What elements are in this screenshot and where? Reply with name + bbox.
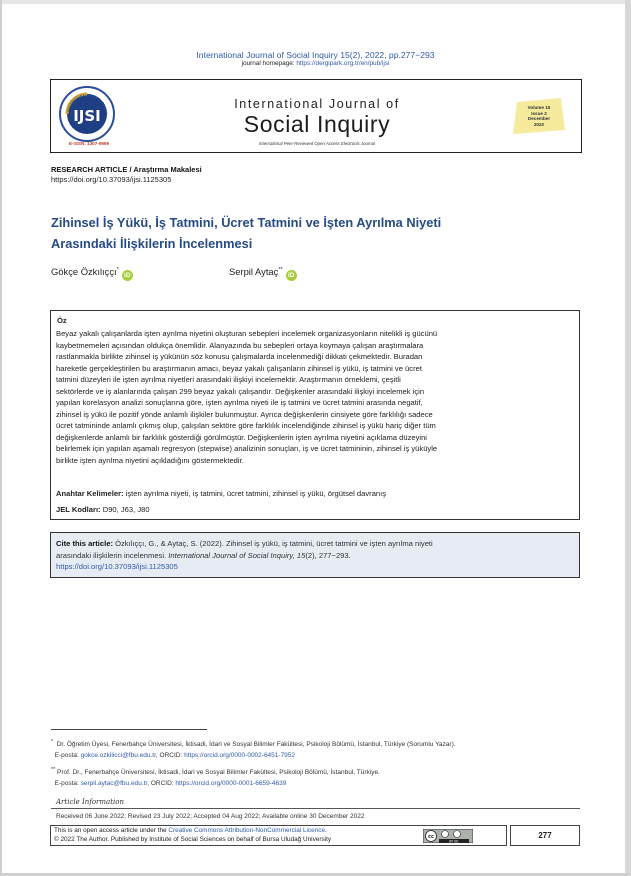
- svg-text:cc: cc: [428, 834, 434, 840]
- citation-label: Cite this article:: [56, 539, 113, 548]
- license-line1a: This is an open access article under the: [54, 827, 167, 834]
- banner-title-line1: International Journal of: [234, 97, 400, 111]
- article-title: [51, 212, 571, 254]
- badge-month: December: [527, 116, 551, 122]
- cc-by-nc-license-icon[interactable]: [423, 829, 473, 843]
- license-link[interactable]: Creative Commons Attribution-NonCommercial Licence: [168, 827, 326, 834]
- abstract-line: birlikte işten ayrılma niyetini açıkladığını göstermektedir.: [56, 456, 244, 466]
- footnote-1: [51, 737, 591, 762]
- logo-ring-text: INTERNATIONAL JOURNAL OF SOC: [66, 92, 109, 115]
- author-1-name: Gökçe Özkılıççı: [51, 266, 117, 277]
- citation-journal: International Journal of Social Inquiry, 15: [168, 550, 306, 560]
- homepage-link[interactable]: https://dergipark.org.tr/en/pub/ijsi: [296, 60, 390, 67]
- article-dates: Received 06 June 2022; Revised 23 July 2022; Accepted 04 Aug 2022; Available online 30 December 2022: [56, 813, 365, 820]
- journal-citation-line: International Journal of Social Inquiry 15(2), 2022, pp.277−293: [196, 50, 435, 60]
- issue-badge-text: [513, 105, 565, 127]
- author-2-name: Serpil Aytaç: [229, 266, 279, 277]
- jel-value: D90, J63, J80: [102, 505, 150, 514]
- badge-volume: Volume 15: [527, 105, 551, 110]
- jel-line: [56, 505, 150, 514]
- footnote-1-text: Dr. Öğretim Üyesi, Fenerbahçe Üniversitesi, İktisadi, İdari ve Sosyal Bilimler Fakültesi, Psikoloji Bölümü, İstanbul, Türkiye (Sorumlu Yazar).: [56, 741, 456, 749]
- abstract-line: yapılan korelasyon analizi sonuçlarına göre, işten ayrılma niyeti ile iş tatmini ve ücret tatmini arasında negatif,: [56, 398, 423, 408]
- citation-line2: [56, 550, 574, 562]
- banner-subtitle: International Peer-Reviewed Open Access Electronic Journal: [258, 141, 376, 146]
- footnote-1-mark: *: [51, 739, 54, 745]
- citation-text2a: arasındaki ilişkilerin incelenmesi.: [56, 550, 167, 560]
- journal-homepage-line: [0, 60, 631, 67]
- article-type: RESEARCH ARTICLE / Araştırma Makalesi: [51, 165, 202, 174]
- issn-label: E-ISSN: 1307-9999: [68, 141, 110, 146]
- author-1: [51, 266, 133, 281]
- abstract-box: [50, 310, 580, 520]
- journal-banner: [50, 79, 582, 153]
- homepage-label: journal homepage:: [241, 60, 295, 67]
- footnote-2-mark: **: [51, 767, 56, 773]
- footnote-divider: [51, 729, 207, 730]
- abstract-line: sektörlerde ve iş alanlarında çalışan 299 beyaz yakalı çalışandır. Değişkenler arasındaki ilişkiyi incelemek için: [56, 386, 425, 396]
- keywords-value: işten ayrılma niyeti, iş tatmini, ücret tatmini, zihinsel iş yükü, örgütsel davranış: [125, 489, 387, 498]
- license-line1b: .: [325, 827, 327, 834]
- footnote-1-orcid-link[interactable]: https://orcid.org/0000-0002-6451-7952: [184, 751, 296, 759]
- footnote-2: [51, 765, 591, 790]
- footnote-1-line1: [51, 737, 591, 751]
- title-line1: Zihinsel İş Yükü, İş Tatmini, Ücret Tatmini ve İşten Ayrılma Niyeti: [51, 215, 442, 230]
- footnote-1-line2: [51, 751, 591, 762]
- article-info-divider: [51, 808, 580, 809]
- page-number: 277: [510, 825, 580, 846]
- footnote-2-orcid-link[interactable]: https://orcid.org/0000-0001-6659-4639: [175, 779, 287, 787]
- abstract-line: ücret tatmininde anlamlı çıkmış olup, çalışılan sektöre göre farklılık incelendiğinde zihinsel iş yükü hariç diğer tüm: [56, 421, 436, 431]
- citation-doi-link[interactable]: https://doi.org/10.37093/ijsi.1125305: [56, 562, 178, 571]
- abstract-line: belirlemek için yapılan aşamalı regresyon (stepwise) analizinin sonuçları, iş ve ücret tatmininin, zihinsel iş yüküyle: [56, 444, 438, 454]
- abstract-body: [56, 328, 574, 467]
- keywords-label: Anahtar Kelimeler:: [56, 489, 124, 498]
- logo-text: IJSI: [73, 107, 101, 125]
- abstract-line: zihinsel iş yükü ile pozitif yönde anlamlı ilişkiler bulunmuştur. Ayrıca değişkenlerin cinsiyete göre farklılığı sadece: [56, 409, 433, 419]
- footnote-2-line1: [51, 765, 591, 779]
- footnote-2-orcid-label: , ORCID:: [147, 779, 174, 787]
- article-doi[interactable]: https://doi.org/10.37093/ijsi.1125305: [51, 175, 172, 184]
- footnote-1-email-label: E-posta:: [54, 751, 79, 759]
- license-box: [50, 825, 507, 846]
- abstract-line: Beyaz yakalı çalışanlarda işten ayrılma niyetini oluşturan sebepleri incelemek organizasyonların nitelikli iş gücünü: [56, 329, 438, 338]
- abstract-line: hareketle gerçekleştirilen bu araştırmanın amacı, beyaz yakalı çalışanların zihinsel iş yükü, iş tatmini ve ücret: [56, 363, 422, 373]
- footnote-2-text: Prof. Dr., Fenerbahçe Üniversitesi, İktisadi, İdari ve Sosyal Bilimler Fakültesi, Psikoloji Bölümü, İstanbul, Türkiye.: [57, 769, 380, 777]
- citation-line3: [56, 561, 574, 573]
- title-line2: Arasındaki İlişkilerin İncelenmesi: [51, 236, 253, 251]
- banner-title-line2: Social Inquiry: [243, 111, 391, 137]
- abstract-line: değişkenlerde anlamlı bir farklılık gösterdiği görülmüştür. Değişkenlerin işten ayrılma niyetini açıklama düzeyini: [56, 432, 427, 442]
- citation-text1: Özkılıççı, G., & Aytaç, S. (2022). Zihinsel iş yükü, iş tatmini, ücret tatmini ve işten ayrılma niyeti: [115, 539, 433, 548]
- footnote-1-orcid-label: , ORCID:: [155, 751, 183, 759]
- license-line2: © 2022 The Author. Published by Institute of Social Sciences on behalf of Bursa Uludağ University: [54, 835, 332, 843]
- citation-text2b: (2), 277−293.: [305, 550, 351, 560]
- citation-box: [50, 532, 580, 578]
- article-info-label: Article Information: [56, 798, 124, 806]
- keywords-line: [56, 489, 386, 498]
- orcid-icon[interactable]: iD: [122, 270, 133, 281]
- citation-text: [56, 538, 574, 573]
- abstract-line: tatmini düzeyleri ile işten ayrılma niyetleri arasındaki ilişkiyi incelemektir. Araştırmanın örneklemi, çeşitli: [56, 375, 401, 385]
- abstract-line: rastlanmakla birlikte zihinsel iş yükünün söz konusu çalışmalarda incelenmediği dikkati çekmektedir. Buradan: [56, 352, 423, 362]
- footnote-1-email-link[interactable]: gokce.ozkilicci@fbu.edu.tr: [80, 751, 156, 759]
- author-2-mark: **: [278, 266, 283, 273]
- viewer-left-border: [0, 0, 2, 876]
- author-list: [51, 266, 571, 282]
- badge-issue: Issue 2: [531, 110, 547, 116]
- author-1-mark: *: [116, 266, 119, 273]
- cc-label: BY NC: [449, 839, 459, 843]
- footnote-2-email-link[interactable]: serpil.aytac@fbu.edu.tr: [80, 779, 148, 787]
- footnote-2-line2: [51, 779, 591, 790]
- abstract-line: kaybetmemeleri açısından oldukça önemlidir. Alanyazında bu sebepleri ortaya koymaya çalışan araştırmalara: [56, 340, 424, 350]
- author-2: [229, 266, 297, 281]
- abstract-heading: Öz: [57, 316, 67, 325]
- jel-label: JEL Kodları:: [56, 505, 101, 514]
- viewer-scrollbar[interactable]: [625, 0, 631, 876]
- viewer-top-border: [0, 0, 631, 4]
- citation-line1: [56, 538, 574, 550]
- footnote-2-email-label: E-posta:: [54, 779, 79, 787]
- orcid-icon[interactable]: iD: [286, 270, 297, 281]
- badge-year: 2022: [533, 121, 545, 127]
